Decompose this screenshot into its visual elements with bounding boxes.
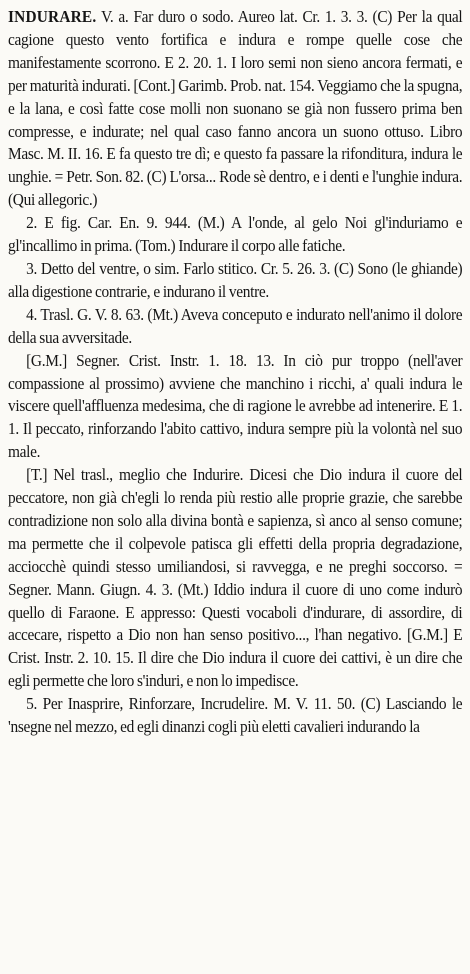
entry-sense-4: 4. Trasl. G. V. 8. 63. (Mt.) Aveva conceputo e indurato nell'animo il dolore della sua avversitade.: [8, 304, 463, 347]
entry-citation-segneri: [G.M.] Segner. Crist. Instr. 1. 18. 13. In ciò pur troppo (nell'aver compassione al prossimo) avviene che manchino i ricchi, a' quali indura le viscere quell'affluenza medesima, che di ragione le avrebbe ad intenerire. E 1. 1. Il peccato, rinforzando l'abito cattivo, indura sempre più la volontà nel suo male.: [8, 350, 463, 462]
entry-headword: INDURARE.: [8, 7, 97, 26]
entry-definition-1: [8, 6, 462, 212]
dictionary-entry: [8, 6, 462, 739]
entry-note-tommaseo: [T.] Nel trasl., meglio che Indurire. Dicesi che Dio indura il cuore del peccatore, non già ch'egli lo renda più restio alle proprie grazie, che sarebbe contradizione non solo alla divina bontà e sapienza, sì anco al senso comune; ma permette che il colpevole patisca gli effetti della propria degradazione, acciocchè quindi stesso umiliandosi, si ravvegga, e ne preghi soccorso. = Segner. Mann. Giugn. 4. 3. (Mt.) Iddio indura il cuore di uno come indurò quello di Faraone. E appresso: Questi vocaboli d'indurare, di assordire, di accecare, rispetto a Dio non han senso positivo..., l'han negativo. [G.M.] E Crist. Instr. 2. 10. 15. Il dire che Dio indura il cuore dei cattivi, è un dire che egli permette che loro s'induri, e non lo impedisce.: [8, 465, 463, 691]
entry-sense-3: 3. Detto del ventre, o sim. Farlo stitico. Cr. 5. 26. 3. (C) Sono (le ghiande) alla digestione contrarie, e indurano il ventre.: [8, 258, 463, 301]
entry-sense-2: 2. E fig. Car. En. 9. 944. (M.) A l'onde, al gelo Noi gl'induriamo e gl'incallimo in prima. (Tom.) Indurare il corpo alle fatiche.: [8, 213, 463, 256]
entry-sense-5: 5. Per Inasprire, Rinforzare, Incrudelire. M. V. 11. 50. (C) Lasciando le 'nsegne nel mezzo, ed egli dinanzi cogli più eletti cavalieri indurando la: [8, 694, 463, 737]
definition-text-1: V. a. Far duro o sodo. Aureo lat. Cr. 1. 3. 3. (C) Per la qual cagione questo vento fortifica e indura e rompe quelle cose che manifestamente scorrono. E 2. 20. 1. I loro semi non sieno ancora fermati, e per maturità indurati. [Cont.] Garimb. Prob. nat. 154. Veggiamo che la spugna, e la lana, e così fatte cose molli non suonano se già non fussero prima ben compresse, e indurate; nel qual caso fanno ancora un suono ottuso. Libro Masc. M. II. 16. E fa questo tre dì; e questo fa passare la rifonditura, indura le unghie. = Petr. Son. 82. (C) L'orsa... Rode sè dentro, e i denti e l'unghie indura. (Qui allegoric.): [8, 7, 463, 210]
